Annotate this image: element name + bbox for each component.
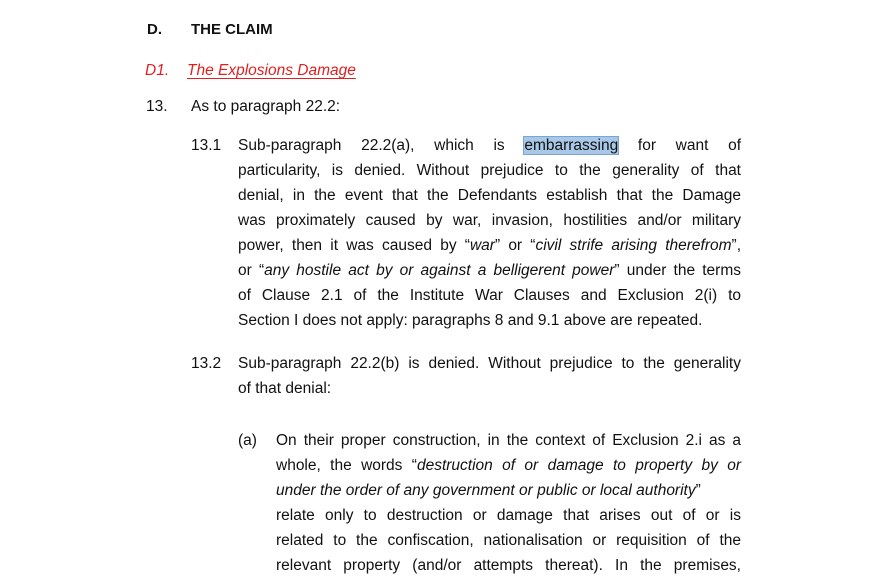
subparagraph-number-13-2: 13.2 <box>191 355 222 372</box>
subheading-number: D1. <box>145 62 170 79</box>
subheading <box>145 62 356 80</box>
section-letter: D. <box>147 21 162 38</box>
text-line: relevant property (and/or attempts thereat). In the premises, <box>276 557 741 574</box>
text-line: particularity, is denied. Without prejudice to the generality of that <box>238 162 741 179</box>
text-line: related to the confiscation, nationalisation or requisition of the <box>276 532 741 549</box>
highlighted-word[interactable]: embarrassing <box>524 137 619 154</box>
text-line: Section I does not apply: paragraphs 8 and 9.1 above are repeated. <box>238 312 703 329</box>
text-line: On their proper construction, in the context of Exclusion 2.i as a <box>276 432 741 449</box>
text-line: or “any hostile act by or against a belligerent power” under the terms <box>238 262 741 279</box>
subparagraph-13-2-text <box>238 351 741 401</box>
paragraph-number: 13. <box>146 98 168 115</box>
subheading-title: The Explosions Damage <box>187 62 356 79</box>
text-line: under the order of any government or public or local authority” <box>276 482 701 499</box>
text-line: of Clause 2.1 of the Institute War Clauses and Exclusion 2(i) to <box>238 287 741 304</box>
text-line: of that denial: <box>238 380 332 397</box>
text-line: denial, in the event that the Defendants establish that the Damage <box>238 187 741 204</box>
text-line: whole, the words “destruction of or damage to property by or <box>276 457 741 474</box>
item-a-text <box>276 428 741 578</box>
text-line: relate only to destruction or damage that arises out of or is <box>276 507 741 524</box>
item-label-a: (a) <box>238 432 257 449</box>
subparagraph-number-13-1: 13.1 <box>191 137 222 154</box>
text-line: was proximately caused by war, invasion, hostilities and/or military <box>238 212 741 229</box>
subparagraph-13-1-text <box>238 133 741 333</box>
text-line: power, then it was caused by “war” or “civil strife arising therefrom”, <box>238 237 742 254</box>
text-line: Sub-paragraph 22.2(a), which is embarrassing for want of <box>238 137 741 154</box>
text-line: Sub-paragraph 22.2(b) is denied. Without prejudice to the generality <box>238 355 741 372</box>
paragraph-lead: As to paragraph 22.2: <box>191 98 341 115</box>
section-title: THE CLAIM <box>191 21 273 38</box>
